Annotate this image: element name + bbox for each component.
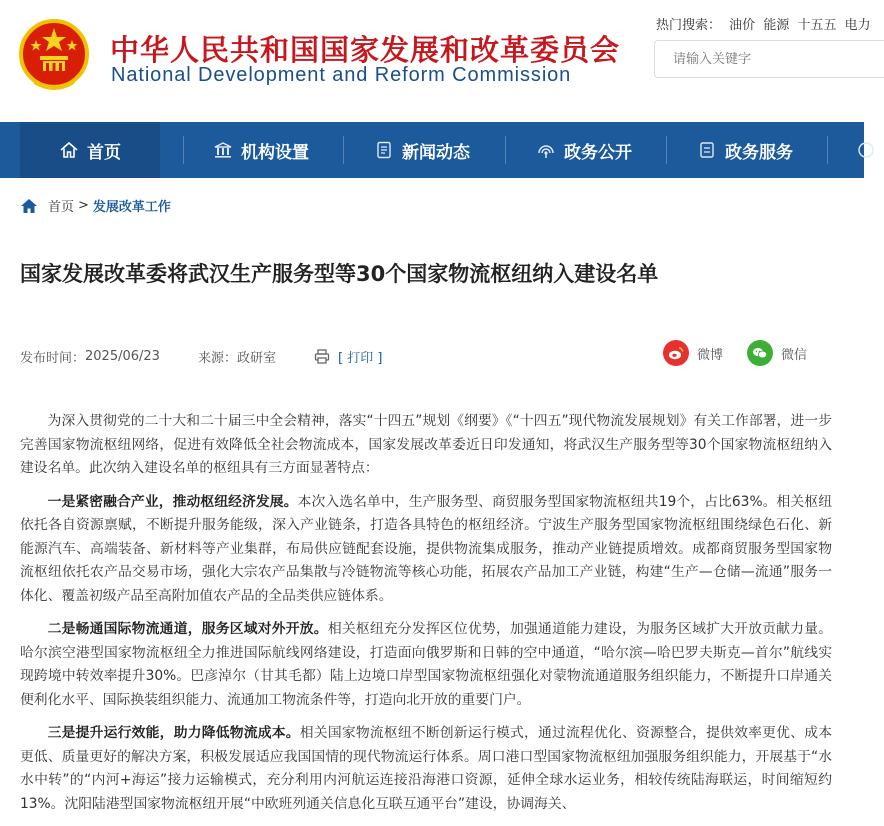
source-label: 来源：: [197, 351, 237, 366]
share-wechat-label: 微信: [781, 347, 808, 363]
share-wechat-button[interactable]: [747, 340, 807, 366]
nav-item-more[interactable]: [856, 122, 884, 178]
paragraph-lead: 一是紧密融合产业，推动枢纽经济发展。: [47, 493, 298, 510]
broadcast-icon: [536, 140, 556, 160]
nav-divider: [343, 136, 344, 164]
nav-label: 机构设置: [241, 142, 309, 163]
hot-keyword-link[interactable]: 十五五: [797, 18, 837, 33]
wechat-icon: [747, 340, 773, 366]
breadcrumb: [20, 196, 171, 215]
breadcrumb-home-link[interactable]: 首页: [48, 200, 75, 215]
nav-item-services[interactable]: [697, 122, 793, 178]
article-paragraph: [20, 491, 832, 609]
site-title-en[interactable]: National Development and Reform Commission: [111, 64, 572, 86]
paragraph-text: 本次入选名单中，生产服务型、商贸服务型国家物流枢纽共19个，占比63%。相关枢纽依托各自资源禀赋，不断提升服务能级，深入产业链条，打造各具特色的枢纽经济。宁波生产服务型国家物流枢纽围绕绿色石化、新能源汽车、高端装备、新材料等产业集群，布局供应链配套设施，提供物流集成服务，推动产业链提质增效。成都商贸服务型国家物流枢纽依托农产品交易市场，强化大宗农产品集散与冷链物流等核心功能，拓展农产品加工产业链，构建“生产—仓储—流通”服务一体化、覆盖初级产品至高附加值农产品的全品类供应链体系。: [20, 493, 832, 604]
home-icon: [59, 140, 79, 160]
building-icon: [213, 140, 233, 160]
source-value: 政研室: [236, 351, 276, 366]
nav-item-government-affairs[interactable]: [536, 122, 632, 178]
share-weibo-button[interactable]: [663, 340, 723, 366]
nav-label: 政务服务: [725, 142, 793, 163]
article-content: [20, 410, 832, 826]
nav-label: 新闻动态: [402, 142, 470, 163]
weibo-icon: [663, 340, 689, 366]
home-icon[interactable]: [20, 198, 38, 214]
hot-keyword-link[interactable]: 油价: [729, 18, 756, 33]
print-button[interactable]: [314, 347, 382, 366]
nav-divider: [183, 136, 184, 164]
paragraph-text: 相关枢纽充分发挥区位优势，加强通道能力建设，为服务区域扩大开放贡献力量。哈尔滨空港型国家物流枢纽全力推进国际航线网络建设，打造面向俄罗斯和日韩的空中通道，“哈尔滨—哈巴罗夫斯克—首尔”航线实现跨境中转效率提升30%。巴彦淖尔（甘其毛都）陆上边境口岸型国家物流枢纽强化对蒙物流通道服务组织能力，不断提升口岸通关便利化水平、国际换装组织能力、流通加工物流条件等，打造向北开放的重要门户。: [20, 621, 833, 708]
paragraph-text: 为深入贯彻党的二十大和二十届三中全会精神，落实“十四五”规划《纲要》《“十四五”现代物流发展规划》有关工作部署，进一步完善国家物流枢纽网络，促进有效降低全社会物流成本，国家发展改革委近日印发通知，将武汉生产服务型等30个国家物流枢纽纳入建设名单。此次纳入建设名单的枢纽具有三方面显著特点：: [20, 413, 832, 476]
article-meta: [20, 347, 382, 366]
service-icon: [697, 140, 717, 160]
main-nav: [0, 122, 864, 178]
nav-item-home[interactable]: [20, 122, 160, 178]
paragraph-lead: 三是提升运行效能，助力降低物流成本。: [47, 725, 300, 741]
print-label: [ 打印 ]: [337, 351, 383, 366]
hot-keyword-link[interactable]: 电力: [844, 18, 871, 33]
document-icon: [374, 140, 394, 160]
hot-search-bar: [656, 14, 875, 33]
nav-item-news[interactable]: [374, 122, 470, 178]
site-header: [0, 0, 871, 122]
nav-divider: [827, 136, 828, 164]
nav-label: 政务公开: [564, 142, 632, 163]
article-paragraph: [20, 618, 832, 712]
article-title: 国家发展改革委将武汉生产服务型等30个国家物流枢纽纳入建设名单: [20, 262, 659, 286]
publish-date: 2025/06/23: [85, 349, 160, 364]
nav-divider: [505, 136, 506, 164]
circle-icon: [856, 140, 876, 160]
nav-label: 首页: [87, 142, 121, 163]
search-input[interactable]: [654, 40, 884, 78]
national-emblem-icon[interactable]: [18, 18, 90, 94]
breadcrumb-current-link[interactable]: 发展改革工作: [92, 200, 171, 215]
nav-divider: [666, 136, 667, 164]
site-title-cn[interactable]: 中华人民共和国国家发展和改革委员会: [110, 33, 621, 67]
paragraph-text: 相关国家物流枢纽不断创新运行模式，通过流程优化、资源整合，提供效率更优、成本更低、质量更好的解决方案，积极发展适应我国国情的现代物流运行体系。周口港口型国家物流枢纽加强服务组织能力，开展基于“水水中转”的“内河+海运”接力运输模式，充分利用内河航运连接沿海港口资源，延伸全球水运业务，相较传统陆海联运，时间缩短约13%。沈阳陆港型国家物流枢纽开展“中欧班列通关信息化互联互通平台”建设，协调海关、: [20, 725, 833, 812]
publish-date-label: 发布时间：: [20, 351, 86, 366]
hot-search-label: 热门搜索：: [656, 18, 722, 33]
paragraph-lead: 二是畅通国际物流通道，服务区域对外开放。: [47, 621, 328, 637]
hot-keyword-link[interactable]: 能源: [763, 18, 790, 33]
breadcrumb-separator: >: [78, 198, 89, 213]
printer-icon: [314, 349, 330, 364]
article-paragraph: [20, 722, 832, 816]
share-weibo-label: 微博: [697, 347, 724, 363]
article-paragraph: [20, 410, 832, 481]
nav-item-organization[interactable]: [213, 122, 309, 178]
